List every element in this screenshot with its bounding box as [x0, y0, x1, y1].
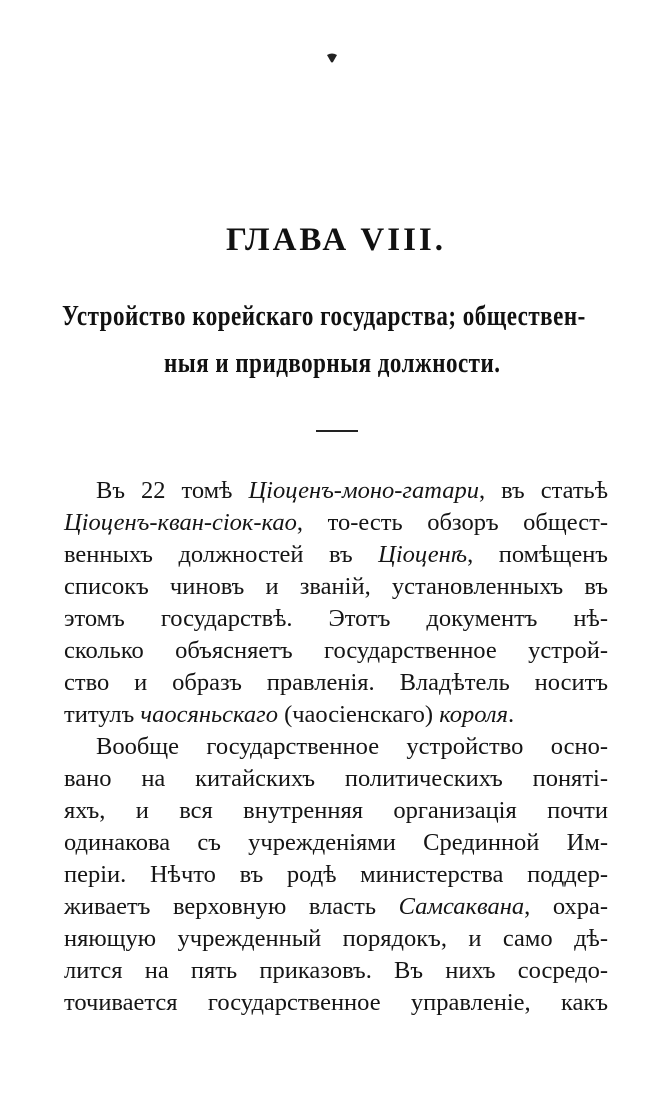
text-run: венныхъ должностей въ — [64, 541, 379, 568]
text-line — [64, 540, 608, 570]
text-run: . — [507, 701, 515, 728]
text-line: лится на пять приказовъ. Въ нихъ сосредо- — [64, 957, 608, 984]
text-line — [64, 700, 608, 730]
italic-title: Ціоценъ-моно-гатари — [248, 477, 479, 504]
text-run: , охра- — [524, 893, 608, 920]
text-line — [64, 892, 608, 922]
text-line: сколько объясняетъ государственное устрой- — [64, 637, 608, 664]
section-divider — [316, 430, 358, 432]
italic-name: Самсаквана — [398, 893, 525, 920]
text-line: вано на китайскихъ политическихъ понятi- — [64, 765, 608, 792]
text-line: одинакова съ учрежденіями Срединной Им- — [64, 829, 608, 856]
ink-mark-icon — [326, 52, 338, 64]
text-run: титулъ — [64, 701, 141, 728]
text-run: живаетъ верховную власть — [64, 893, 399, 920]
italic-term: чаосяньскаго — [140, 701, 278, 728]
text-line: няющую учрежденный порядокъ, и само дѣ- — [64, 925, 608, 952]
text-line: точивается государственное управленіе, какъ — [64, 989, 608, 1016]
text-line — [64, 508, 608, 538]
italic-name: Ціоценѣ — [378, 541, 468, 568]
text-line — [96, 476, 608, 506]
italic-term: короля — [439, 701, 508, 728]
text-run: , то-есть обзоръ общест- — [296, 509, 608, 536]
chapter-title: ГЛАВА VIII. — [225, 222, 447, 258]
text-line: ство и образъ правленія. Владѣтель носитъ — [64, 669, 608, 696]
chapter-subtitle-line-2: ныя и придворныя должности. — [164, 347, 501, 379]
italic-title: Ціоценъ-кван-сіок-као — [64, 509, 297, 536]
text-line: списокъ чиновъ и званій, установленныхъ въ — [64, 573, 608, 600]
text-run: Въ 22 томѣ — [96, 477, 249, 504]
chapter-subtitle-line-1: Устройство корейскаго государства; обществен- — [62, 300, 586, 332]
text-line: этомъ государствѣ. Этотъ документъ нѣ- — [64, 605, 608, 632]
text-run: (чаосіенскаго) — [277, 701, 440, 728]
text-line: періи. Нѣчто въ родѣ министерства поддер- — [64, 861, 608, 888]
text-run: , въ статьѣ — [478, 477, 608, 504]
text-line: Вообще государственное устройство осно- — [96, 733, 608, 760]
text-run: , помѣщенъ — [467, 541, 608, 568]
text-line: яхъ, и вся внутренняя организація почти — [64, 797, 608, 824]
